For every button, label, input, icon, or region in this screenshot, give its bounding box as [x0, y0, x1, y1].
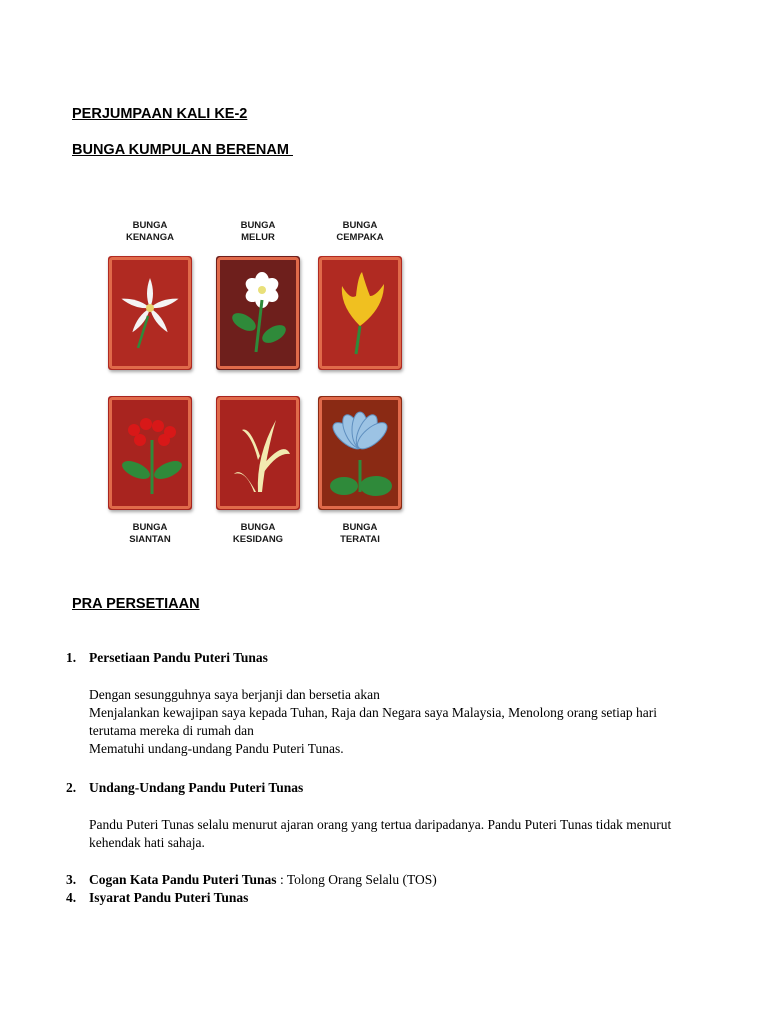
badge-caption: BUNGA SIANTAN — [129, 522, 171, 545]
group-flowers-heading: BUNGA KUMPULAN BERENAM — [72, 142, 293, 158]
item-title: Undang-Undang Pandu Puteri Tunas — [89, 780, 304, 795]
cempaka-flower-icon — [318, 256, 402, 370]
teratai-flower-icon — [318, 396, 402, 510]
law-text: Pandu Puteri Tunas selalu menurut ajaran orang yang tertua daripadanya. Pandu Puteri Tunas tidak menurut kehendak hati sahaja. — [89, 817, 672, 850]
meeting-heading: PERJUMPAAN KALI KE-2 — [72, 106, 248, 122]
badge-melur — [208, 220, 308, 370]
item-number: 1. — [66, 650, 77, 665]
badge-caption: BUNGA TERATAI — [340, 522, 380, 545]
item-number: 3. — [66, 872, 77, 887]
badge-siantan — [100, 396, 200, 546]
siantan-flower-icon — [108, 396, 192, 510]
pre-pledge-heading: PRA PERSETIAAN — [72, 596, 200, 612]
badge-kenanga — [100, 220, 200, 370]
item-title: Persetiaan Pandu Puteri Tunas — [89, 650, 268, 665]
item-title: Cogan Kata Pandu Puteri Tunas : Tolong Orang Selalu (TOS) — [89, 872, 437, 887]
badge-caption: BUNGA KESIDANG — [232, 522, 284, 545]
badge-kesidang — [208, 396, 308, 546]
badge-caption: BUNGA CEMPAKA — [336, 220, 384, 243]
badge-caption: BUNGA MELUR — [240, 220, 276, 243]
item-title: Isyarat Pandu Puteri Tunas — [89, 890, 249, 905]
kenanga-flower-icon — [108, 256, 192, 370]
badge-caption: BUNGA KENANGA — [125, 220, 175, 243]
item-number: 2. — [66, 780, 77, 795]
melur-flower-icon — [216, 256, 300, 370]
kesidang-flower-icon — [216, 396, 300, 510]
badge-teratai — [310, 396, 410, 546]
flower-badge-grid — [100, 220, 420, 560]
item-number: 4. — [66, 890, 77, 905]
pledge-text: Dengan sesungguhnya saya berjanji dan bersetia akan Menjalankan kewajipan saya kepada Tuhan, Raja dan Negara saya Malaysia, Menolong orang setiap hari terutama mereka di rumah dan Mematuhi undang-undang Pandu Puteri Tunas. — [89, 687, 657, 756]
badge-cempaka — [310, 220, 410, 370]
